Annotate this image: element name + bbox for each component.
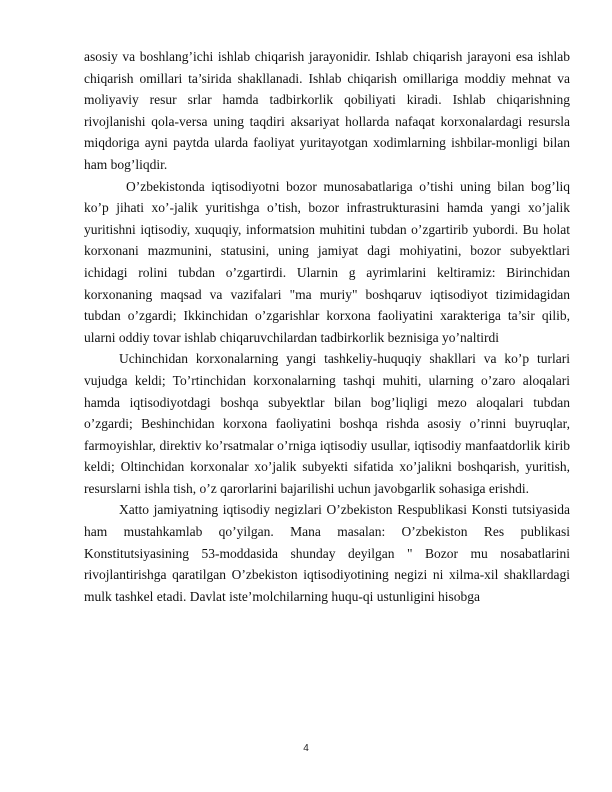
document-body [84, 46, 570, 607]
page-number: 4 [303, 743, 309, 754]
paragraph-2: O’zbekistonda iqtisodiyotni bozor munosabatlariga o’tishi uning bilan bog’liq ko’p jihati xo’-jalik yuritishga o’tish, bozor infrastrukturasini hamda yangi xo’jalik yuritishni iqtisodiy, xuquqiy, informatsion muhitini tubdan o’zgartirib yubordi. Bu holat korxonani mazmunini, statusini, uning jamiyat dagi mohiyatini, bozor subyektlari ichidagi rolini tubdan o’zgartirdi. Ularnin g ayrimlarini keltiramiz: Birinchidan korxonaning maqsad va vazifalari "ma muriy" boshqaruv iqtisodiyot tizimidagidan tubdan o’zgardi; Ikkinchidan o’zgarishlar korxona faoliyatini xarakteriga ta’sir qilib, ularni oddiy tovar ishlab chiqaruvchilardan tadbirkorlik beznisiga yo’naltirdi [84, 178, 570, 345]
paragraph-3: Uchinchidan korxonalarning yangi tashkeliy-huquqiy shakllari va ko’p turlari vujudga keldi; To’rtinchidan korxonalarning tashqi muhiti, ularning o’zaro aloqalari hamda iqtisodiyotdagi boshqa subyektlar bilan bog’liqligi mezo aloqalari tubdan o’zgardi; Beshinchidan korxona faoliyatini boshqa rishda asosiy o’rinni buyruqlar, farmoyishlar, direktiv ko’rsatmalar o’rniga iqtisodiy usullar, iqtisodiy manfaatdorlik kirib keldi; Oltinchidan korxonalar xo’jalik subyekti sifatida xo’jalikni boshqarish, yuritish, resurslarni ishla tish, o’z qarorlarini bajarilishi uchun javobgarlik sohasiga erishdi. [84, 351, 570, 496]
paragraph-1: asosiy va boshlang’ichi ishlab chiqarish jarayonidir. Ishlab chiqarish jarayoni esa ishlab chiqarish omillari ta’sirida shakllanadi. Ishlab chiqarish omillariga moddiy mehnat va moliyaviy resur srlar hamda tadbirkorlik qobiliyati kiradi. Ishlab chiqarishning rivojlanishi qola-versa uning taqdiri aksariyat hollarda nafaqat korxonalardagi resursla miqdoriga ayni paytda ularda faoliyat yuritayotgan xodimlarning ishbilar-monligi bilan ham bog’liqdir. [84, 49, 570, 172]
paragraph-4: Xatto jamiyatning iqtisodiy negizlari O’zbekiston Respublikasi Konsti tutsiyasida ham mustahkamlab qo’yilgan. Mana masalan: O’zbekiston Res publikasi Konstitutsiyasining 53-moddasida shunday deyilgan " Bozor mu nosabatlarini rivojlantirishga qaratilgan O’zbekiston iqtisodiyotining negizi ni xilma-xil shakllardagi mulk tashkel etadi. Davlat iste’molchilarning huqu-qi ustunligini hisobga [84, 502, 570, 604]
